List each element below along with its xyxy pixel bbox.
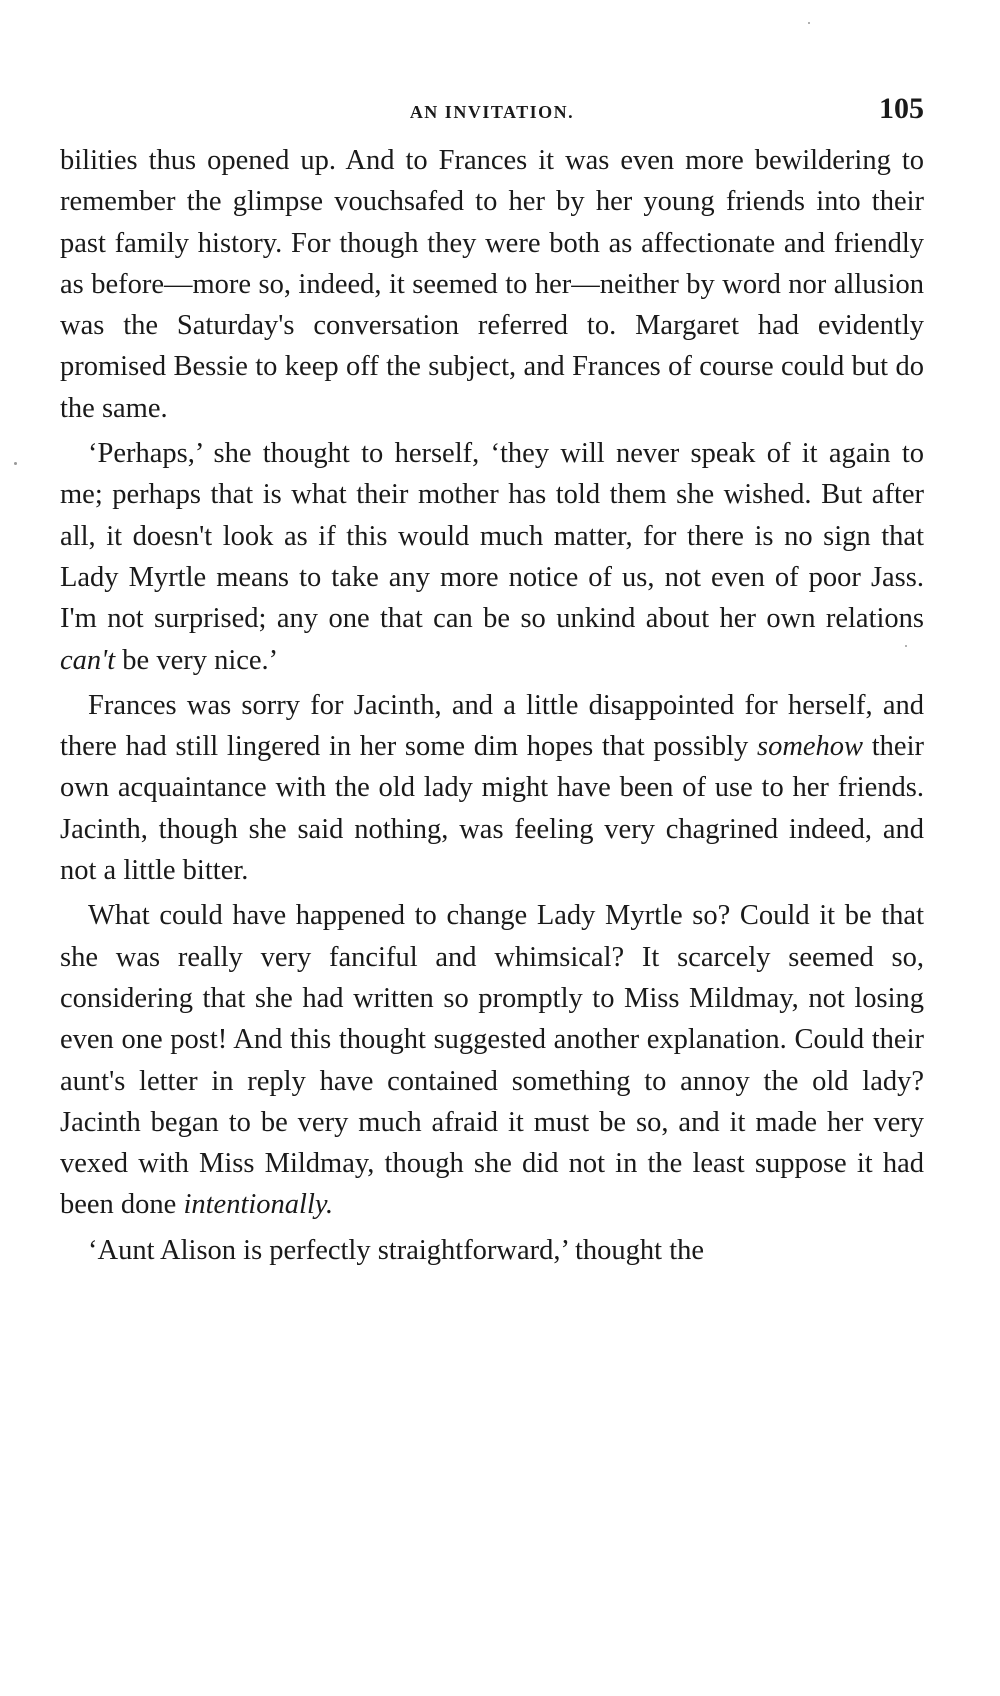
page-header — [60, 92, 924, 132]
italic-text: can't — [60, 644, 116, 676]
scan-speck — [14, 462, 17, 465]
paragraph — [60, 140, 924, 429]
text-run: their own acquaintance with the old lady might have been of use to her friends. Jacinth, though she said nothing, was feeling very chagrined indeed, and not a little bitter. — [60, 731, 924, 887]
body-text — [60, 140, 924, 1275]
paragraph — [60, 685, 924, 891]
text-run: bilities thus opened up. And to Frances it was even more bewildering to remember the glimpse vouchsafed to her by her young friends into their past family history. For though they were both as affectionate and friendly as before—more so, indeed, it seemed to her—neither by word nor allusion was the Saturday's conversation referred to. Margaret had evidently promised Bessie to keep off the subject, and Frances of course could but do the same. — [60, 145, 924, 424]
scan-speck — [905, 645, 907, 647]
scan-speck — [808, 22, 810, 24]
text-run: ‘Aunt Alison is perfectly straightforward,’ thought the — [88, 1234, 705, 1266]
text-run: be very nice.’ — [115, 644, 279, 676]
italic-text: somehow — [756, 731, 864, 763]
paragraph — [60, 433, 924, 681]
text-run: ‘Perhaps,’ she thought to herself, ‘they will never speak of it again to me; perhaps that is what their mother has told them she wished. But after all, it doesn't look as if this would much matter, for there is no sign that Lady Myrtle means to take any more notice of us, not even of poor Jass. I'm not surprised; any one that can be so unkind about her own relations — [60, 438, 924, 635]
running-title: AN INVITATION. — [409, 102, 575, 122]
paragraph — [60, 895, 924, 1225]
page-number: 105 — [879, 92, 924, 125]
text-run: Frances was sorry for Jacinth, and a little disappointed for herself, and there had still lingered in her some dim hopes that possibly — [60, 689, 924, 763]
book-page — [60, 0, 924, 1696]
italic-text: intentionally. — [183, 1189, 334, 1221]
paragraph — [60, 1230, 924, 1271]
text-run: What could have happened to change Lady Myrtle so? Could it be that she was really very fanciful and whimsical? It scarcely seemed so, considering that she had written so promptly to Miss Mildmay, not losing even one post! And this thought suggested another explanation. Could their aunt's letter in reply have contained something to annoy the old lady? Jacinth began to be very much afraid it must be so, and it made her very vexed with Miss Mildmay, though she did not in the least suppose it had been done — [60, 900, 924, 1221]
